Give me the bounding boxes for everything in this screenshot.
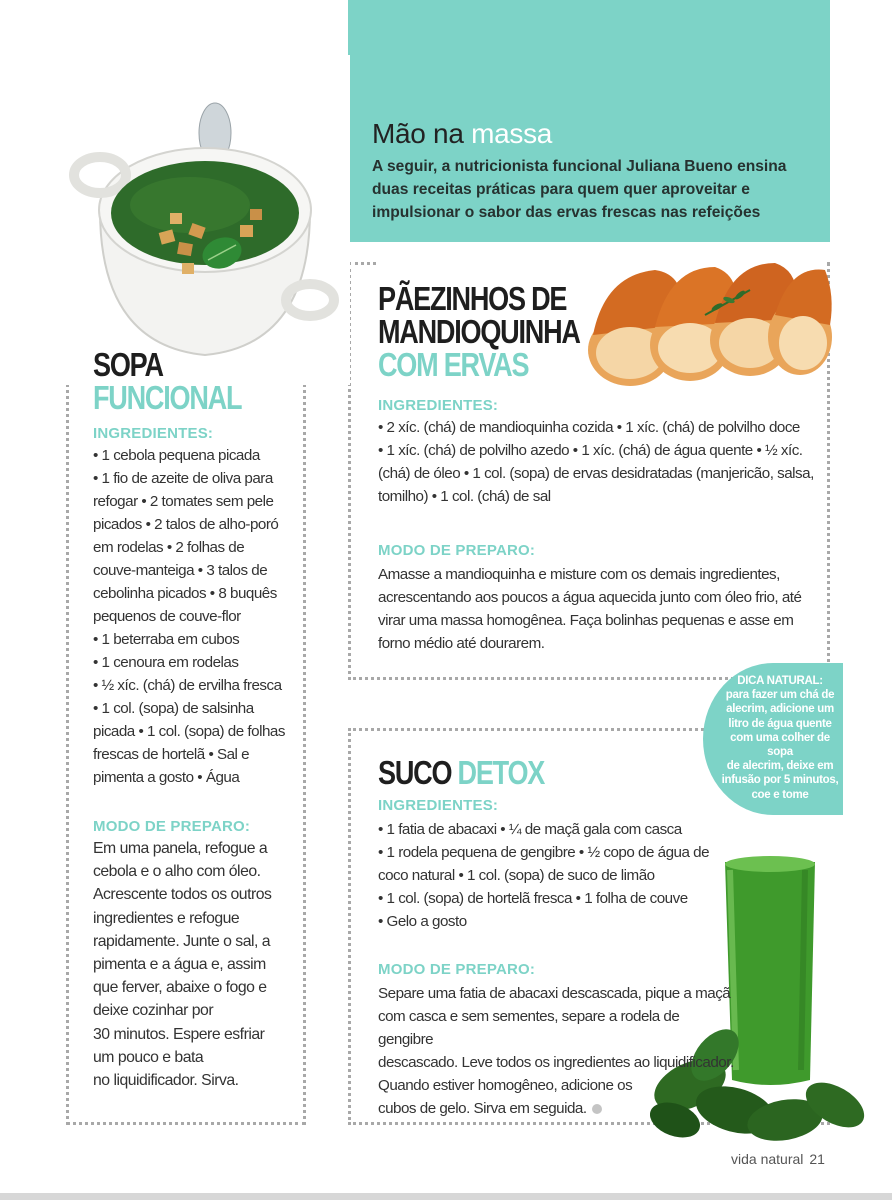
- sopa-ingredients: [93, 444, 298, 789]
- sopa-title: [93, 348, 241, 414]
- ingredient-line: frescas de hortelã • Sal e: [93, 746, 250, 763]
- ingredient-line: • 1 cebola pequena picada: [93, 447, 260, 464]
- ingredient-line: pimenta a gosto • Água: [93, 769, 240, 786]
- method-line: Acrescente todos os outros: [93, 886, 272, 904]
- ingredient-line: em rodelas • 2 folhas de: [93, 539, 245, 556]
- ingredient-line: • 1 fatia de abacaxi • ¼ de maçã gala com casca: [378, 821, 682, 838]
- sopa-method-label: MODO DE PREPARO:: [93, 818, 251, 835]
- ingredient-line: • 1 beterraba em cubos: [93, 631, 240, 648]
- sopa-title-line2: FUNCIONAL: [93, 379, 242, 416]
- bread-illustration: [585, 255, 835, 395]
- dica-line: para fazer um chá de: [725, 689, 835, 702]
- method-line: Separe uma fatia de abacaxi descascada, pique a maçã: [378, 985, 731, 1002]
- ingredient-line: • 1 col. (sopa) de salsinha: [93, 700, 254, 717]
- ingredient-line: • Gelo a gosto: [378, 913, 467, 930]
- ingredient-line: • ½ xíc. (chá) de ervilha fresca: [93, 677, 282, 694]
- end-of-article-icon: [592, 1104, 602, 1114]
- ingredient-line: cebolinha picados • 8 buquês: [93, 585, 277, 602]
- dica-line: com uma colher de sopa: [730, 731, 830, 759]
- method-line: deixe cozinhar por: [93, 1002, 214, 1020]
- ingredient-line: • 1 cenoura em rodelas: [93, 654, 239, 671]
- method-line: descascado. Leve todos os ingredientes ao liquidificador.: [378, 1054, 734, 1071]
- dica-text: [716, 674, 844, 802]
- ingredient-line: tomilho) • 1 col. (chá) de sal: [378, 488, 551, 505]
- method-line: acrescentando aos poucos a água aquecida junto com óleo frio, até: [378, 589, 802, 606]
- method-line: 30 minutos. Espere esfriar: [93, 1025, 265, 1043]
- dica-line: litro de água quente: [728, 717, 832, 730]
- paezinhos-method-label: MODO DE PREPARO:: [378, 542, 536, 559]
- suco-title-part1: SUCO: [378, 754, 452, 791]
- suco-title-part2: DETOX: [457, 754, 545, 791]
- paezinhos-ingredients: [378, 416, 818, 508]
- ingredient-line: • 2 xíc. (chá) de mandioquinha cozida • 1 xíc. (chá) de polvilho doce: [378, 419, 800, 436]
- suco-title: [378, 756, 544, 789]
- method-line: no liquidificador. Sirva.: [93, 1072, 239, 1090]
- sopa-ingredients-label: INGREDIENTES:: [93, 425, 214, 442]
- ingredient-line: • 1 rodela pequena de gengibre • ½ copo de água de: [378, 844, 710, 861]
- paezinhos-frame-top: [348, 262, 376, 265]
- soup-bowl-illustration: [60, 55, 350, 385]
- method-line: virar uma massa homogênea. Faça bolinhas pequenas e asse em: [378, 612, 794, 629]
- method-line: [378, 1097, 738, 1120]
- method-line-text: cubos de gelo. Sirva em seguida.: [378, 1100, 587, 1117]
- section-title-part2: massa: [471, 118, 553, 149]
- dica-line: coe e tome: [751, 788, 809, 801]
- magazine-name: vida natural: [731, 1151, 804, 1167]
- method-line: com casca e sem sementes, separe a rodela de gengibre: [378, 1008, 680, 1048]
- ingredient-line: • 1 fio de azeite de oliva para: [93, 470, 273, 487]
- ingredient-line: refogar • 2 tomates sem pele: [93, 493, 274, 510]
- sopa-method: [93, 837, 298, 1092]
- suco-ingredients: [378, 818, 738, 933]
- dica-label: DICA NATURAL:: [737, 675, 823, 687]
- page-footer: [731, 1151, 825, 1167]
- method-line: forno médio até dourarem.: [378, 635, 545, 652]
- method-line: rapidamente. Junte o sal, a: [93, 932, 271, 950]
- dica-line: de alecrim, deixe em: [726, 760, 834, 773]
- dica-line: infusão por 5 minutos,: [721, 774, 839, 787]
- section-title: [372, 118, 552, 150]
- paezinhos-ingredients-label: INGREDIENTES:: [378, 397, 499, 414]
- paezinhos-title: [378, 282, 580, 381]
- method-line: Em uma panela, refogue a: [93, 840, 268, 857]
- method-line: que ferver, abaixe o fogo e: [93, 979, 267, 997]
- section-intro: A seguir, a nutricionista funcional Juliana Bueno ensina duas receitas práticas para quem quer aproveitar e impulsionar o sabor das ervas frescas nas refeições: [372, 158, 787, 221]
- method-line: ingredientes e refogue: [93, 909, 240, 927]
- paezinhos-title-line3: COM ERVAS: [378, 346, 529, 383]
- section-title-part1: Mão na: [372, 118, 464, 149]
- ingredient-line: pequenos de couve-flor: [93, 608, 241, 625]
- suco-method-label: MODO DE PREPARO:: [378, 961, 536, 978]
- paezinhos-method: [378, 563, 818, 655]
- method-line: Amasse a mandioquinha e misture com os demais ingredientes,: [378, 566, 780, 583]
- paezinhos-title-line2: MANDIOQUINHA: [378, 313, 580, 350]
- bottom-bar: [0, 1193, 892, 1200]
- ingredient-line: picada • 1 col. (sopa) de folhas: [93, 723, 285, 740]
- method-line: Quando estiver homogêneo, adicione os: [378, 1077, 633, 1094]
- sopa-frame-bottom: [66, 1122, 306, 1125]
- suco-method: [378, 982, 738, 1120]
- page-number: 21: [809, 1151, 825, 1167]
- method-line: cebola e o alho com óleo.: [93, 863, 261, 881]
- ingredient-line: coco natural • 1 col. (sopa) de suco de limão: [378, 867, 655, 884]
- suco-ingredients-label: INGREDIENTES:: [378, 797, 499, 814]
- ingredient-line: • 1 col. (sopa) de hortelã fresca • 1 folha de couve: [378, 890, 688, 907]
- dica-line: alecrim, adicione um: [726, 703, 834, 716]
- ingredient-line: couve-manteiga • 3 talos de: [93, 562, 268, 579]
- ingredient-line: picados • 2 talos de alho-poró: [93, 516, 279, 533]
- ingredient-line: • 1 xíc. (chá) de polvilho azedo • 1 xíc. (chá) de água quente • ½ xíc.: [378, 442, 803, 459]
- method-line: um pouco e bata: [93, 1048, 204, 1066]
- method-line: pimenta e a água e, assim: [93, 956, 266, 974]
- paezinhos-title-line1: PÃEZINHOS DE: [378, 280, 567, 317]
- ingredient-line: (chá) de óleo • 1 col. (sopa) de ervas desidratadas (manjericão, salsa,: [378, 465, 814, 482]
- sopa-title-line1: SOPA: [93, 346, 163, 383]
